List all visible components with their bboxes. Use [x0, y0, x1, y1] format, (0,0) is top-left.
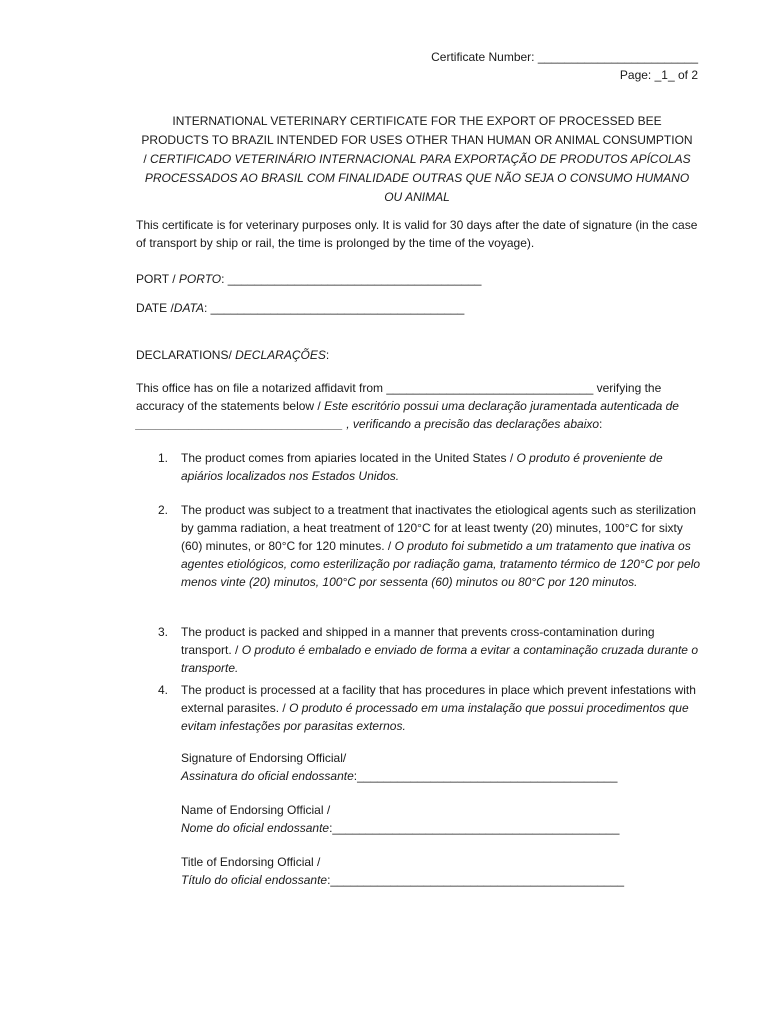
intro-paragraph: This certificate is for veterinary purposes only. It is valid for 30 days after the date of signature (in the case of transport by ship or rail, the time is prolonged by the time of the voyage). [136, 218, 698, 250]
office-portuguese: Este escritório possui uma declaração juramentada autenticada de _______________________________ , verificando a precisão das declarações abaixo [136, 399, 679, 431]
name-label-en: Name of Endorsing Official / [181, 803, 331, 817]
office-colon: : [599, 417, 603, 431]
official-title-field[interactable] [181, 853, 681, 889]
item-portuguese: O produto é proveniente de apiários localizados nos Estados Unidos. [181, 451, 663, 483]
page-total: of 2 [674, 68, 698, 82]
title-label-en: Title of Endorsing Official / [181, 855, 321, 869]
signature-blank[interactable]: :_______________________________________ [353, 769, 618, 783]
signature-label-en: Signature of Endorsing Official/ [181, 751, 347, 765]
item-portuguese: O produto é processado em uma instalação que possui procedimentos que evitam infestações por parasitas externos. [181, 701, 689, 733]
declarations-heading [136, 346, 706, 364]
page-number-line [620, 66, 698, 84]
office-affidavit-paragraph [136, 379, 706, 433]
item-number: 4. [158, 683, 169, 697]
item-english: The product comes from apiaries located in the United States / [181, 451, 517, 465]
signature-field[interactable] [181, 749, 681, 785]
declarations-en: DECLARATIONS/ [136, 348, 236, 362]
document-title [140, 112, 694, 207]
title-label-line [181, 871, 681, 889]
name-label-line [181, 819, 681, 837]
date-label-pt: DATA [173, 301, 205, 315]
signature-label-line [181, 767, 681, 785]
certificate-number-label: Certificate Number: ________________________ [431, 50, 698, 64]
item-text [181, 681, 701, 735]
port-label-pt: PORTO [178, 272, 222, 286]
certificate-number-line [431, 48, 698, 66]
title-portuguese: CERTIFICADO VETERINÁRIO INTERNACIONAL PARA EXPORTAÇÃO DE PRODUTOS APÍCOLAS PROCESSADOS AO BRASIL COM FINALIDADE OUTRAS QUE NÃO SEJA O CONSUMO HUMANO OU ANIMAL [144, 152, 691, 204]
page-label: Page: [619, 68, 655, 82]
declarations-colon: : [325, 348, 330, 362]
title-label-pt: Título do oficial endossante [181, 873, 328, 887]
item-text [181, 501, 701, 591]
item-english: The product is packed and shipped in a manner that prevents cross-contamination during transport. / [181, 625, 655, 657]
official-name-field[interactable] [181, 801, 681, 837]
item-text [181, 623, 701, 677]
date-blank[interactable]: : ______________________________________ [204, 301, 465, 315]
name-label-pt: Nome do oficial endossante [181, 821, 330, 835]
declarations-pt: DECLARAÇÕES [235, 348, 326, 362]
signature-label-pt: Assinatura do oficial endossante [181, 769, 354, 783]
port-field[interactable] [136, 270, 706, 288]
date-field[interactable] [136, 299, 706, 317]
port-label-en: PORT / [136, 272, 179, 286]
item-english: The product was subject to a treatment that inactivates the etiological agents such as sterilization by gamma radiation, a heat treatment of 120°C for at least twenty (20) minutes, 100°C for sixty (60) minutes, or 80°C for 120 minutes. / [181, 503, 696, 553]
item-number: 2. [158, 503, 169, 517]
item-number: 1. [158, 451, 169, 465]
date-label-en: DATE / [136, 301, 174, 315]
item-portuguese: O produto é embalado e enviado de forma a evitar a contaminação cruzada durante o transporte. [181, 643, 698, 675]
title-english: INTERNATIONAL VETERINARY CERTIFICATE FOR THE EXPORT OF PROCESSED BEE PRODUCTS TO BRAZIL INTENDED FOR USES OTHER THAN HUMAN OR ANIMAL CONSUMPTION / [141, 114, 693, 166]
office-english: This office has on file a notarized affidavit from _______________________________ verifying the accuracy of the statements below / [136, 381, 662, 413]
item-portuguese: O produto foi submetido a um tratamento que inativa os agentes etiológicos, como esterilização por radiação gama, tratamento térmico de 120°C por pelo menos vinte (20) minutos, 100°C por sessenta (60) minutos ou 80°C por 120 minutos. [181, 539, 701, 589]
item-english: The product is processed at a facility that has procedures in place which prevent infestations with external parasites. / [181, 683, 696, 715]
page-number: _1_ [654, 68, 675, 82]
item-text [181, 449, 701, 485]
title-blank[interactable]: :____________________________________________ [327, 873, 625, 887]
item-number: 3. [158, 625, 169, 639]
name-blank[interactable]: :___________________________________________ [329, 821, 620, 835]
port-blank[interactable]: : ______________________________________ [221, 272, 482, 286]
